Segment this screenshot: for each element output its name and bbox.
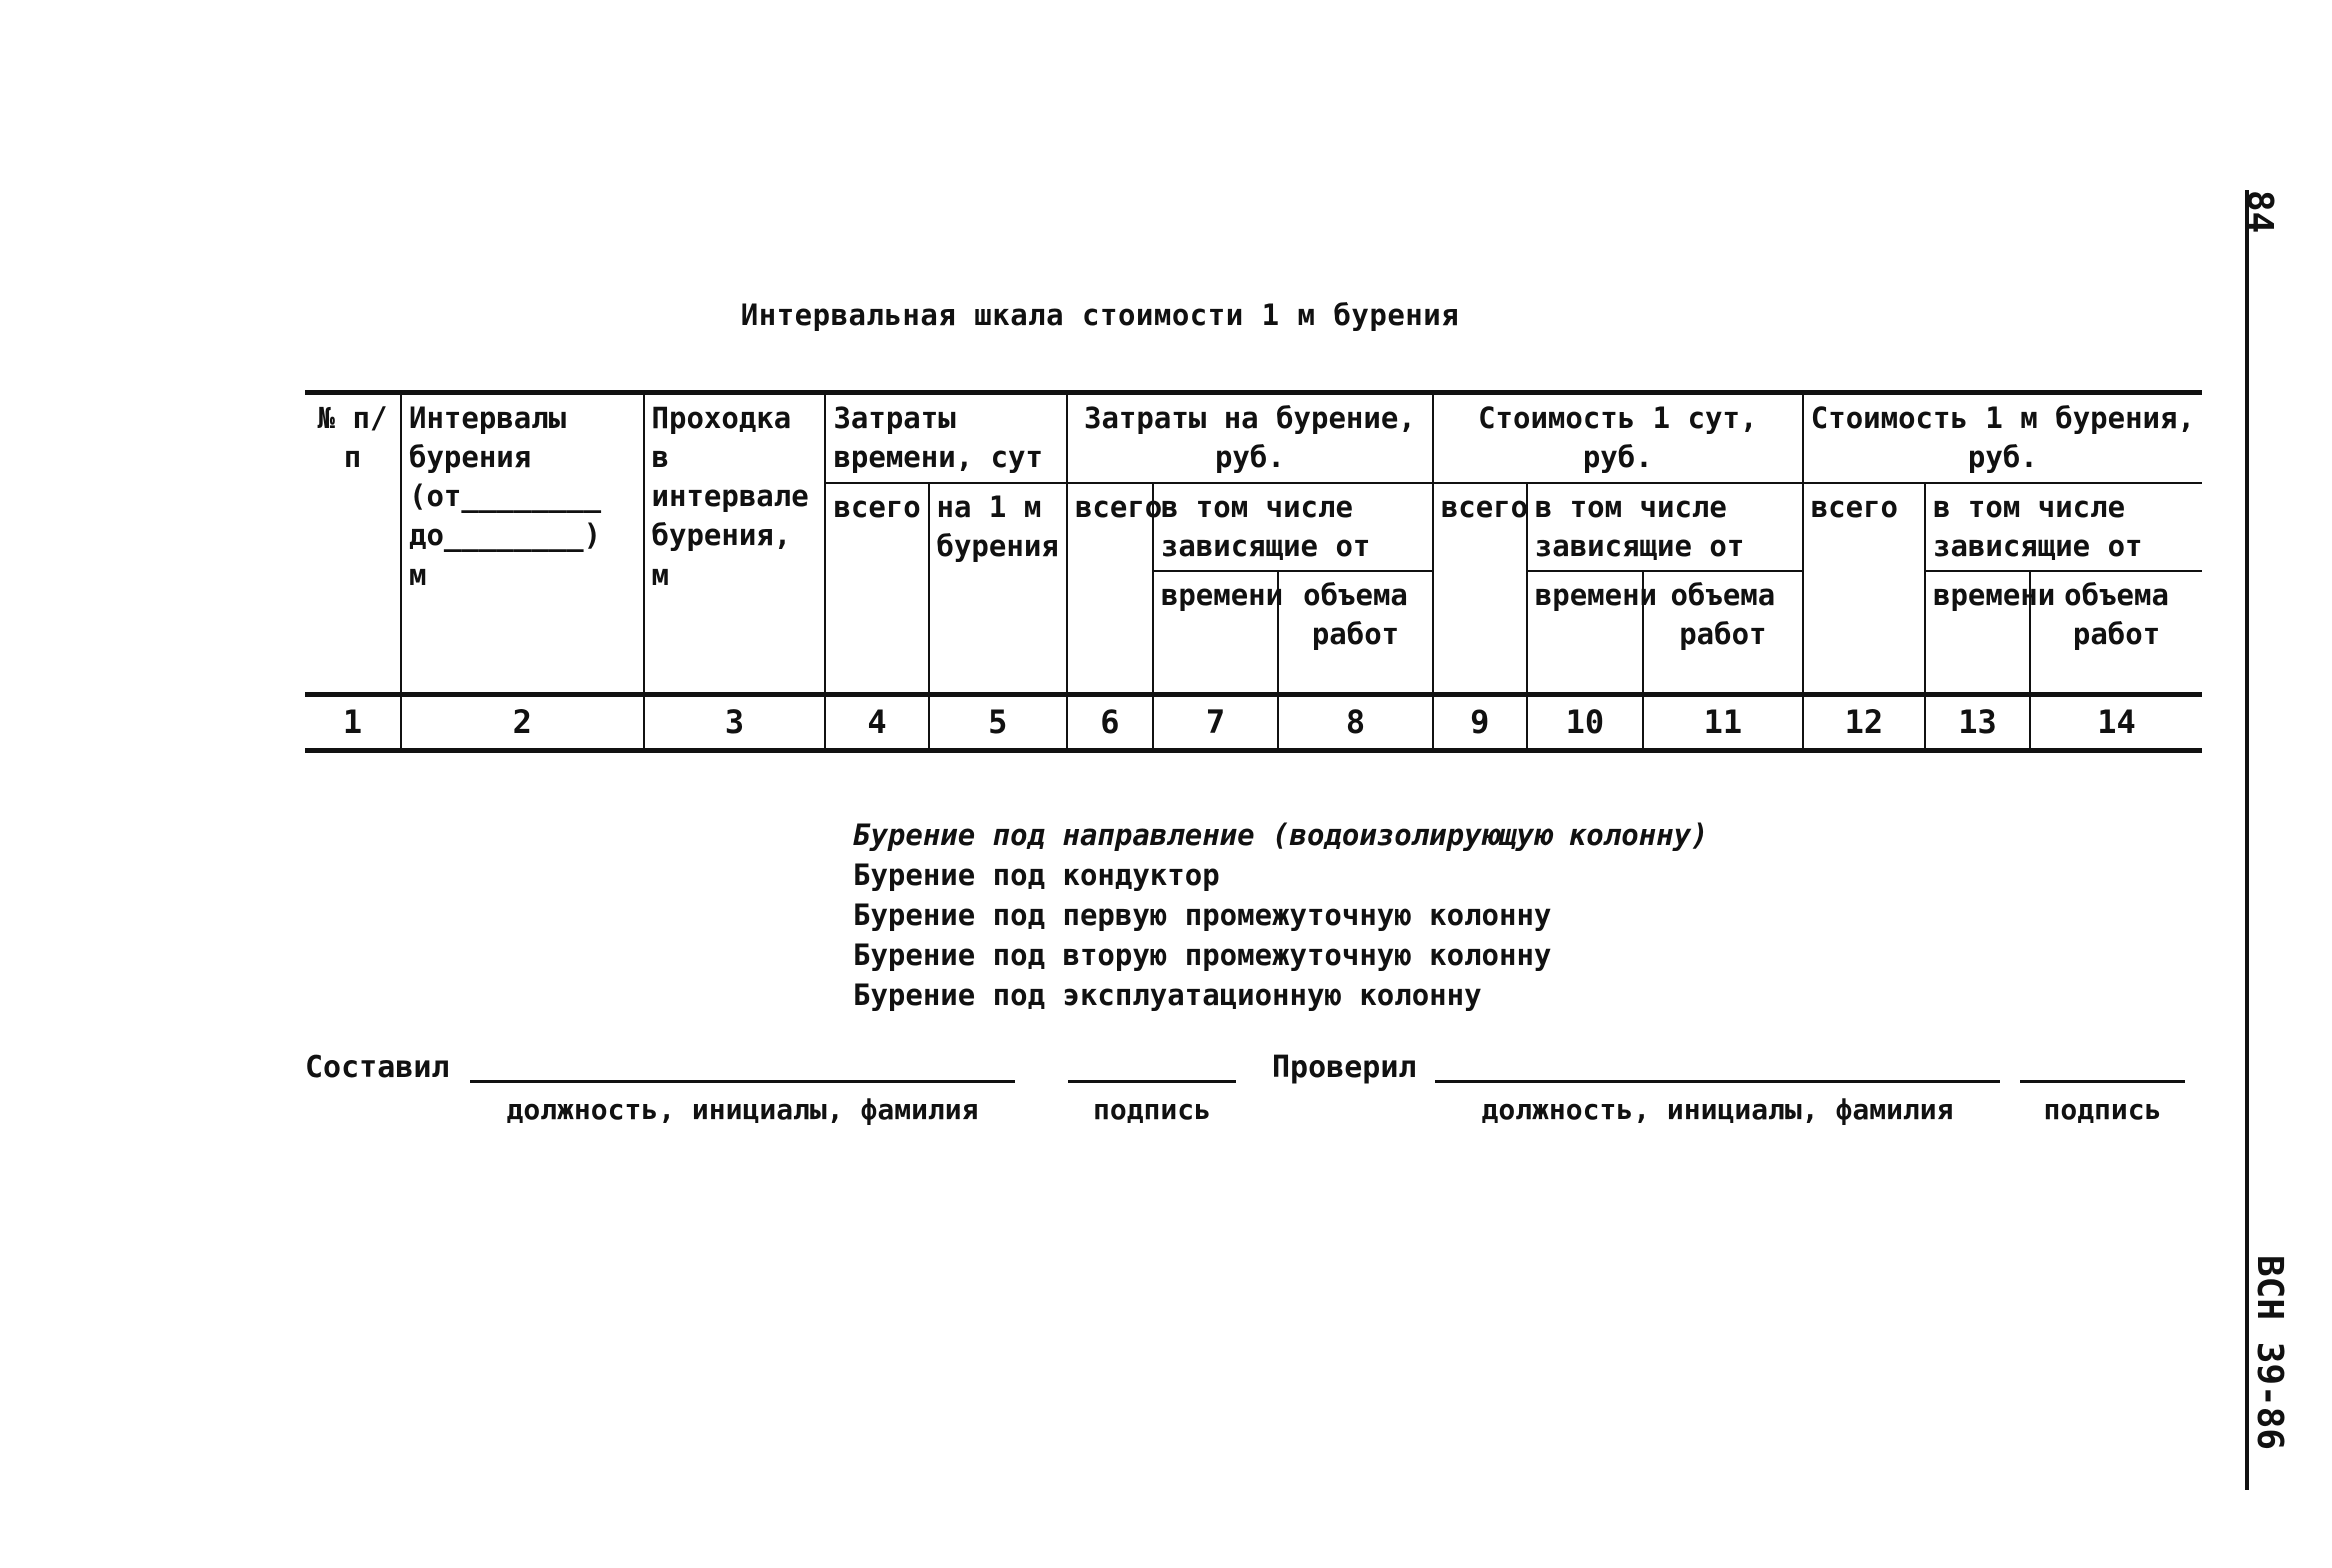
section-line: Бурение под направление (водоизолирующую колонну) [853, 818, 1709, 852]
column-number: 7 [1153, 695, 1278, 751]
checked-signature-caption: подпись [2043, 1093, 2162, 1126]
meter-time-header: времени [1925, 571, 2030, 695]
interval-to: до________) [409, 518, 602, 553]
meter-including-header: в том числе зависящие от [1925, 483, 2202, 571]
column-number: 12 [1803, 695, 1925, 751]
checked-position-line [1435, 1080, 2000, 1083]
meter-volume-header: объема работ [2030, 571, 2202, 695]
cost-scale-table [305, 390, 2202, 753]
column-number: 1 [305, 695, 401, 751]
cost-total-header: всего [1067, 483, 1153, 695]
col-interval-header [401, 393, 644, 695]
column-numbers-row [305, 695, 2202, 751]
column-number: 4 [825, 695, 928, 751]
checked-signature-line [2020, 1080, 2185, 1083]
column-number: 9 [1433, 695, 1527, 751]
document-title: Интервальная шкала стоимости 1 м бурения [740, 298, 1460, 332]
day-volume-header: объема работ [1643, 571, 1803, 695]
interval-label: Интервалы бурения [409, 401, 567, 475]
meter-total-header: всего [1803, 483, 1925, 695]
column-number: 10 [1527, 695, 1643, 751]
column-number: 3 [644, 695, 826, 751]
checked-by-label: Проверил [1272, 1050, 1417, 1085]
col-number-header: № п/п [305, 393, 401, 695]
day-total-header: всего [1433, 483, 1527, 695]
col-penetration-header: Проходка в интервале бурения, м [644, 393, 826, 695]
day-time-header: времени [1527, 571, 1643, 695]
compiled-position-line [470, 1080, 1015, 1083]
time-total-header: всего [825, 483, 928, 695]
cost-time-header: времени [1153, 571, 1278, 695]
column-number: 14 [2030, 695, 2202, 751]
compiled-position-caption: должность, инициалы, фамилия [506, 1093, 979, 1126]
document-code: ВСН 39-86 [2249, 1255, 2290, 1451]
drilling-sections-list [853, 815, 1709, 1015]
checked-position-caption: должность, инициалы, фамилия [1481, 1093, 1954, 1126]
interval-from: (от________ [409, 479, 602, 514]
page-number: 84 [2239, 190, 2280, 234]
cost-volume-header: объема работ [1278, 571, 1433, 695]
section-line: Бурение под вторую промежуточную колонну [853, 938, 1552, 972]
compiled-signature-caption: подпись [1092, 1093, 1211, 1126]
column-number: 2 [401, 695, 644, 751]
day-including-header: в том числе зависящие от [1527, 483, 1803, 571]
drilling-cost-group-header: Затраты на бурение, руб. [1067, 393, 1433, 483]
column-number: 5 [929, 695, 1067, 751]
cost-including-header: в том числе зависящие от [1153, 483, 1433, 571]
column-number: 8 [1278, 695, 1433, 751]
time-cost-group-header: Затраты времени, сут [825, 393, 1067, 483]
meter-cost-group-header: Стоимость 1 м бурения, руб. [1803, 393, 2202, 483]
compiled-signature-line [1068, 1080, 1236, 1083]
section-line: Бурение под эксплуатационную колонну [853, 978, 1482, 1012]
column-number: 13 [1925, 695, 2030, 751]
day-cost-group-header: Стоимость 1 сут, руб. [1433, 393, 1803, 483]
section-line: Бурение под первую промежуточную колонну [853, 898, 1552, 932]
time-per-meter-header: на 1 м бурения [929, 483, 1067, 695]
compiled-by-label: Составил [305, 1050, 450, 1085]
column-number: 11 [1643, 695, 1803, 751]
interval-unit: м [409, 557, 427, 592]
column-number: 6 [1067, 695, 1153, 751]
section-line: Бурение под кондуктор [853, 858, 1220, 892]
